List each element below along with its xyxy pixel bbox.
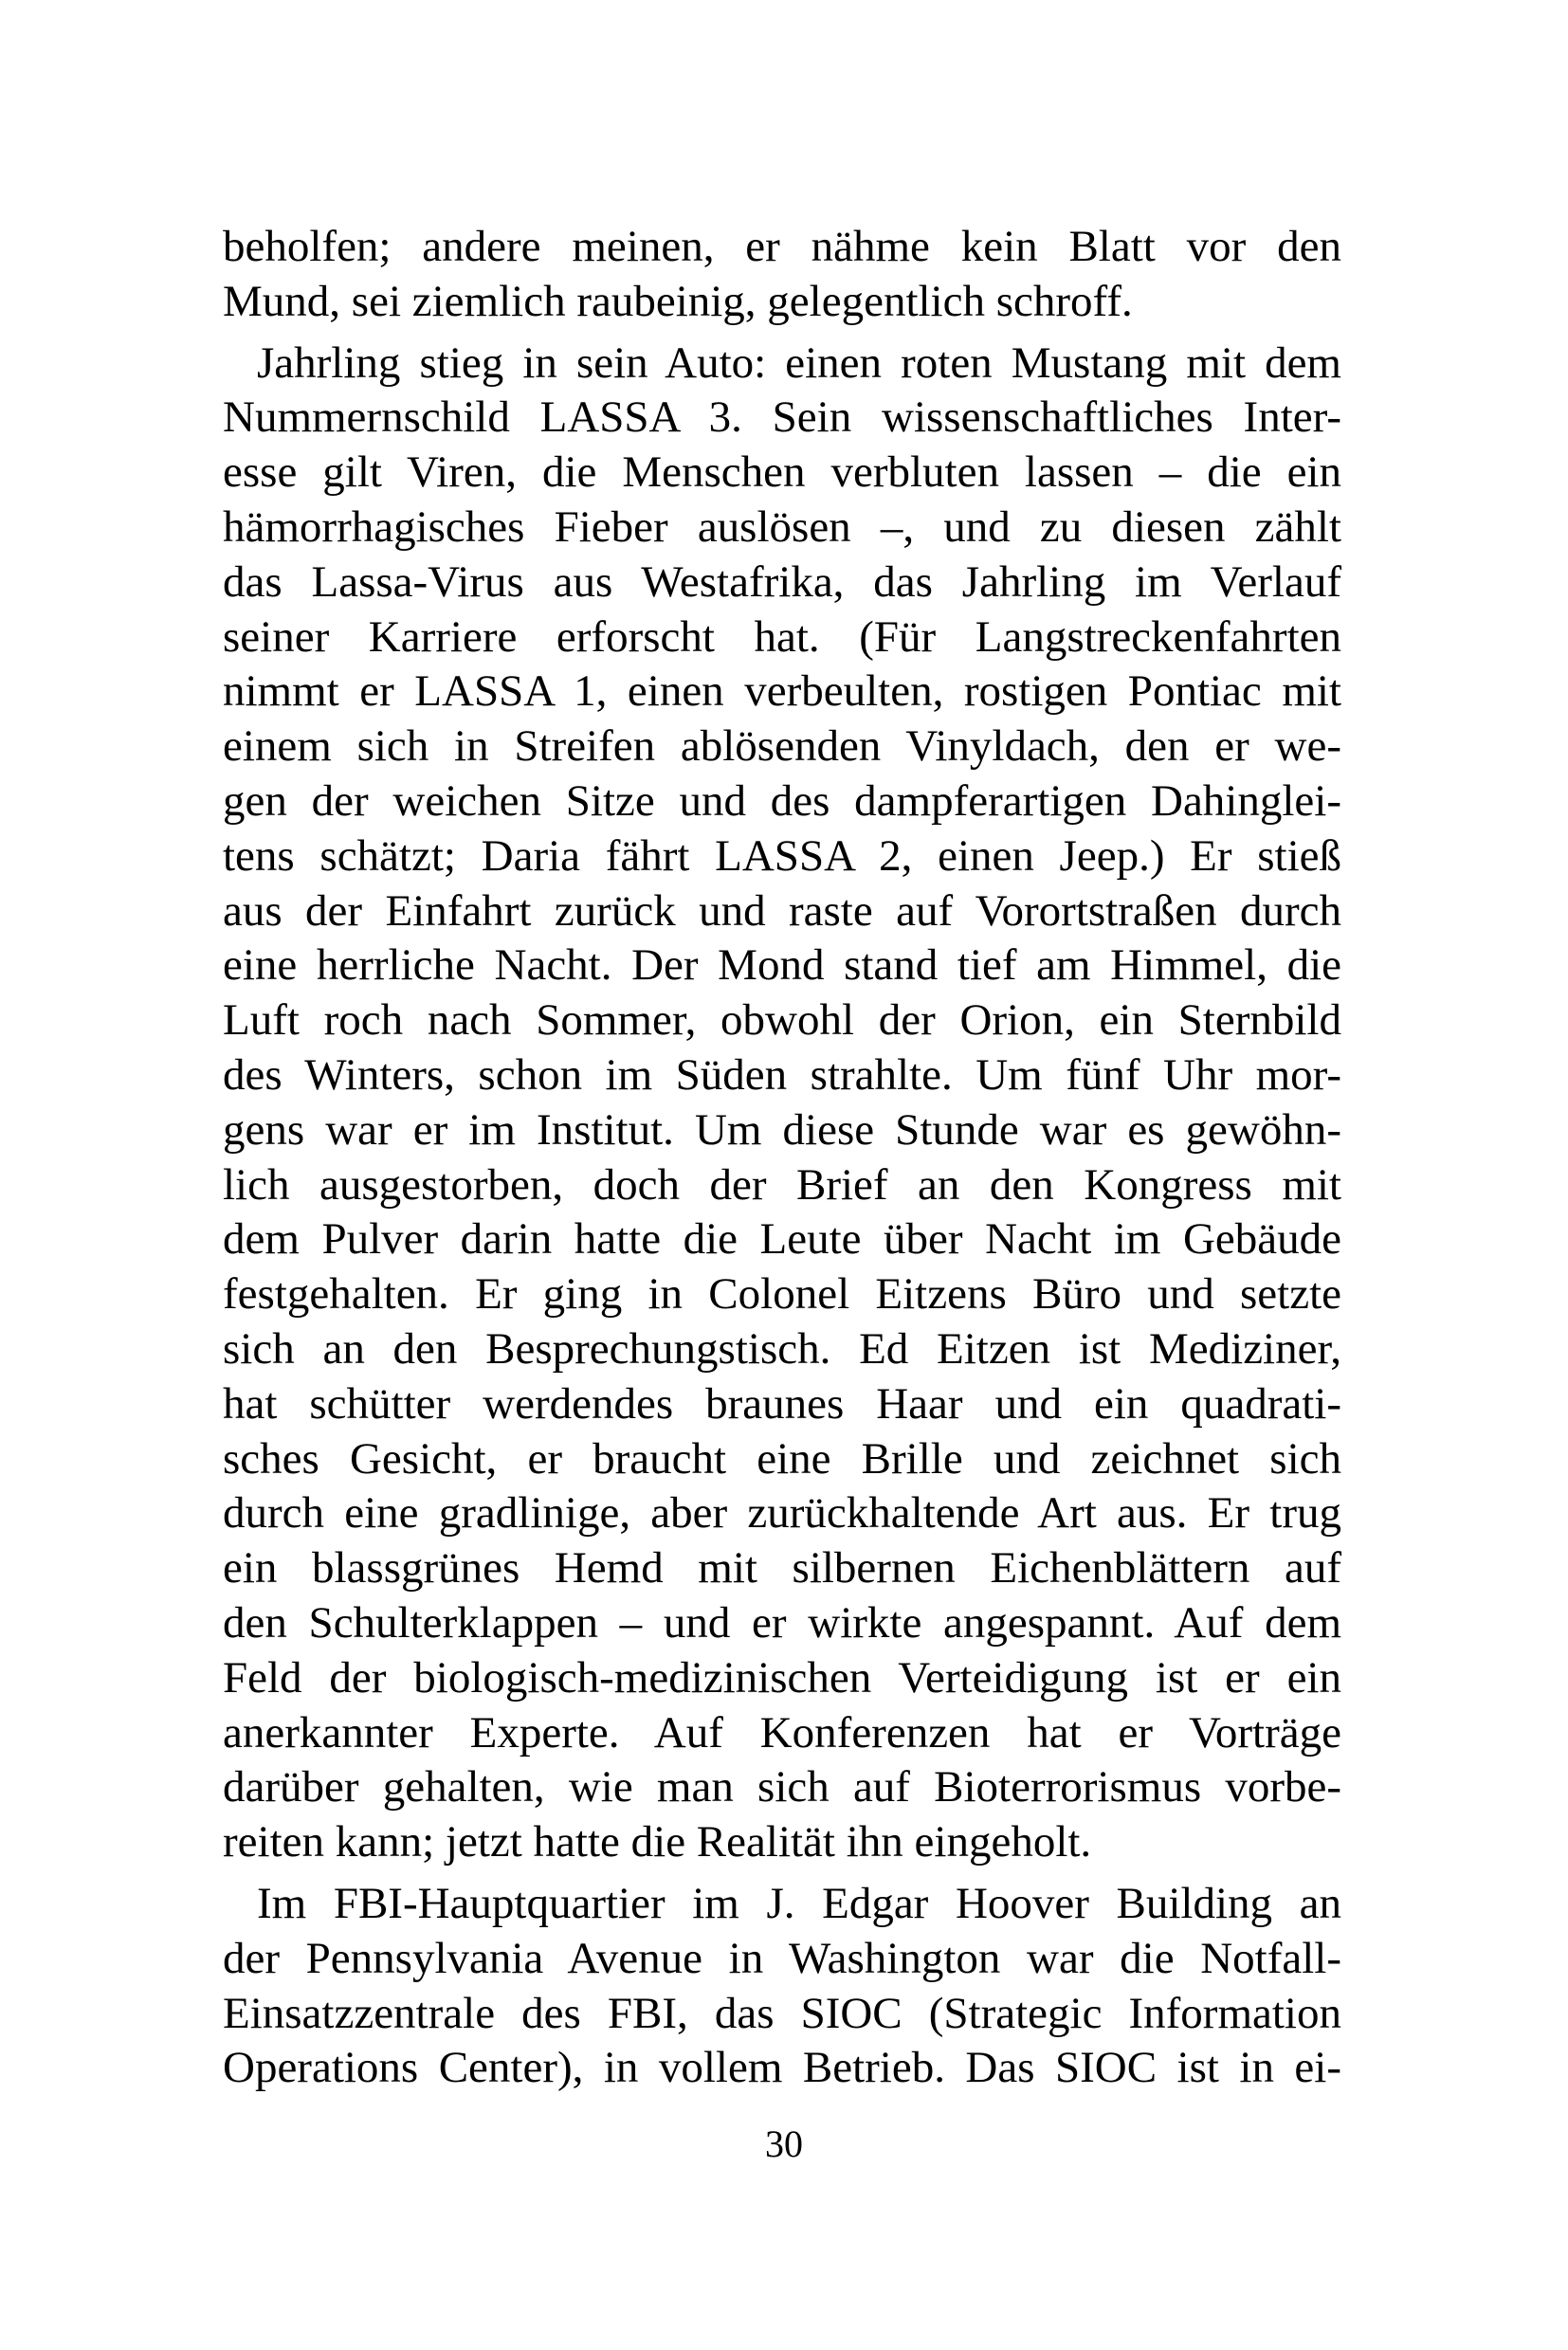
text-line: anerkannter Experte. Auf Konferenzen hat er Vorträge — [223, 1707, 1341, 1758]
text-line: des Winters, schon im Süden strahlte. Um fünf Uhr mor- — [223, 1049, 1341, 1100]
text-line: Im FBI-Hauptquartier im J. Edgar Hoover Building an — [257, 1878, 1341, 1928]
paragraph-3 — [223, 1877, 1341, 2096]
text-line: gen der weichen Sitze und des dampferartigen Dahinglei- — [223, 775, 1341, 826]
text-line: tens schätzt; Daria fährt LASSA 2, einen Jeep.) Er stieß — [223, 830, 1341, 881]
text-line: einem sich in Streifen ablösenden Vinyldach, den er we- — [223, 721, 1341, 772]
text-line: darüber gehalten, wie man sich auf Bioterrorismus vorbe- — [223, 1762, 1341, 1813]
paragraph-2 — [223, 337, 1341, 1870]
text-line: Luft roch nach Sommer, obwohl der Orion, ein Sternbild — [223, 995, 1341, 1046]
text-line: der Pennsylvania Avenue in Washington war die Notfall- — [223, 1933, 1341, 1983]
page-number: 30 — [765, 2122, 803, 2165]
text-line: den Schulterklappen – und er wirkte angespannt. Auf dem — [223, 1597, 1341, 1648]
text-line: Feld der biologisch-medizinischen Verteidigung ist er ein — [223, 1652, 1341, 1703]
text-line: sches Gesicht, er braucht eine Brille und zeichnet sich — [223, 1433, 1341, 1484]
text-line: durch eine gradlinige, aber zurückhaltende Art aus. Er trug — [223, 1488, 1341, 1539]
text-line: eine herrliche Nacht. Der Mond stand tief am Himmel, die — [223, 940, 1341, 991]
text-line: Mund, sei ziemlich raubeinig, gelegentlich schroff. — [223, 276, 1133, 326]
paragraph-1 — [223, 220, 1341, 330]
text-line: reiten kann; jetzt hatte die Realität ihn eingeholt. — [223, 1817, 1092, 1867]
text-line: das Lassa-Virus aus Westafrika, das Jahrling im Verlauf — [223, 556, 1341, 607]
text-line: Jahrling stieg in sein Auto: einen roten Mustang mit dem — [257, 337, 1341, 388]
text-line: seiner Karriere erforscht hat. (Für Langstreckenfahrten — [223, 611, 1341, 662]
text-line: dem Pulver darin hatte die Leute über Nacht im Gebäude — [223, 1214, 1341, 1265]
text-line: lich ausgestorben, doch der Brief an den Kongress mit — [223, 1159, 1341, 1210]
page-body-text — [223, 220, 1341, 2096]
text-line: beholfen; andere meinen, er nähme kein Blatt vor den — [223, 222, 1341, 271]
text-line: Einsatzzentrale des FBI, das SIOC (Strategic Information — [223, 1988, 1341, 2038]
text-line: gens war er im Institut. Um diese Stunde war es gewöhn- — [223, 1104, 1341, 1155]
text-line: Operations Center), in vollem Betrieb. Das SIOC ist in ei- — [223, 2043, 1341, 2093]
text-line: festgehalten. Er ging in Colonel Eitzens Büro und setzte — [223, 1269, 1341, 1320]
text-line: hämorrhagisches Fieber auslösen –, und zu diesen zählt — [223, 501, 1341, 552]
text-line: hat schütter werdendes braunes Haar und ein quadrati- — [223, 1378, 1341, 1429]
text-line: ein blassgrünes Hemd mit silbernen Eichenblättern auf — [223, 1543, 1341, 1594]
text-line: aus der Einfahrt zurück und raste auf Vorortstraßen durch — [223, 885, 1341, 936]
text-line: nimmt er LASSA 1, einen verbeulten, rostigen Pontiac mit — [223, 666, 1341, 717]
text-line: sich an den Besprechungstisch. Ed Eitzen ist Mediziner, — [223, 1323, 1341, 1374]
text-line: Nummernschild LASSA 3. Sein wissenschaftliches Inter- — [223, 392, 1341, 443]
text-line: esse gilt Viren, die Menschen verbluten lassen – die ein — [223, 447, 1341, 498]
